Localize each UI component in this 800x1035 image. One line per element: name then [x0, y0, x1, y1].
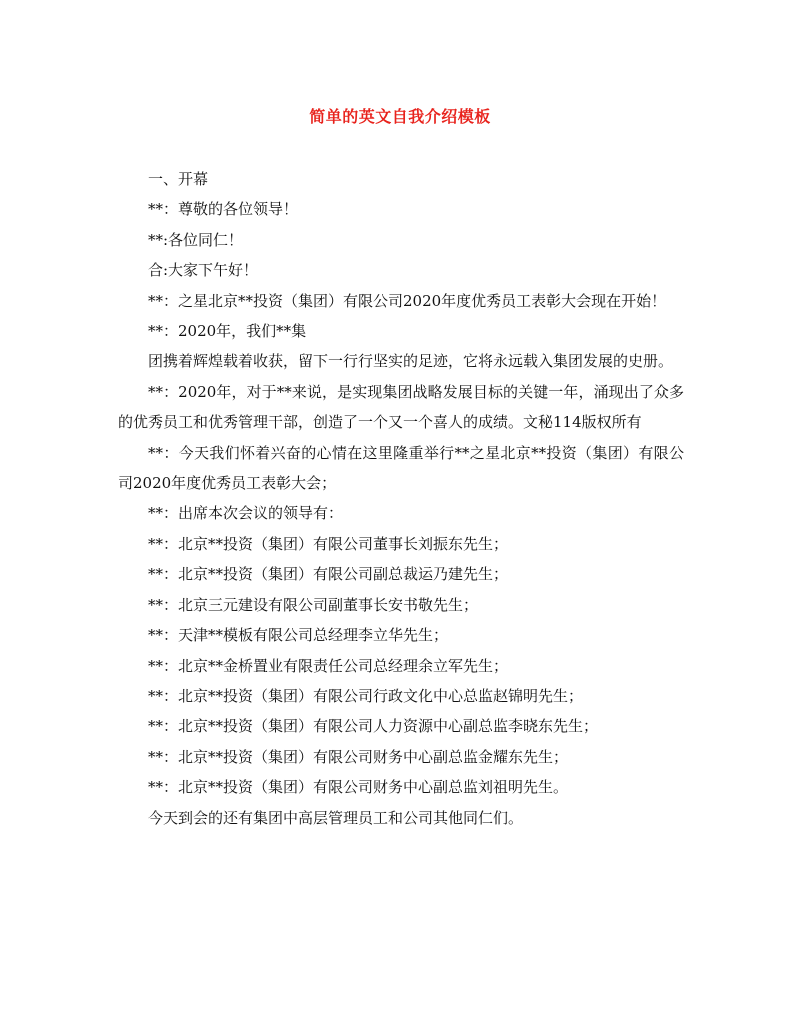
document-body: [118, 164, 684, 833]
paragraph: **：今天我们怀着兴奋的心情在这里隆重举行**之星北京**投资（集团）有限公司2020年度优秀员工表彰大会；: [118, 443, 684, 493]
paragraph: **：2020年，我们**集: [148, 322, 307, 341]
paragraph: **：北京**投资（集团）有限公司财务中心副总监金耀东先生；: [148, 747, 569, 766]
paragraph: 团携着辉煌载着收获，留下一行行坚实的足迹，它将永远载入集团发展的史册。: [148, 352, 674, 371]
paragraph: **：北京**投资（集团）有限公司副总裁运乃建先生；: [148, 565, 509, 584]
paragraph: **：北京**投资（集团）有限公司董事长刘振东先生；: [148, 534, 509, 553]
paragraph: **：北京**投资（集团）有限公司行政文化中心总监赵锦明先生；: [148, 686, 584, 705]
paragraph: 一、开幕: [148, 170, 209, 188]
paragraph: **：尊敬的各位领导！: [148, 200, 299, 219]
document-title: 简单的英文自我介绍模板: [309, 107, 491, 126]
paragraph: **：北京**金桥置业有限责任公司总经理余立军先生；: [148, 656, 509, 675]
paragraph: **：北京**投资（集团）有限公司人力资源中心副总监李晓东先生；: [148, 717, 599, 736]
paragraph: **：北京三元建设有限公司副董事长安书敬先生；: [148, 595, 479, 614]
paragraph: 今天到会的还有集团中高层管理员工和公司其他同仁们。: [148, 808, 524, 827]
paragraph: 合:大家下午好！: [148, 261, 259, 280]
paragraph: **：天津**模板有限公司总经理李立华先生；: [148, 626, 449, 645]
paragraph: **:各位同仁！: [148, 230, 244, 249]
paragraph: **：之星北京**投资（集团）有限公司2020年度优秀员工表彰大会现在开始！: [148, 291, 667, 310]
paragraph: **：2020年，对于**来说，是实现集团战略发展目标的关键一年，涌现出了众多的优秀员工和优秀管理干部，创造了一个又一个喜人的成绩。文秘114版权所有: [118, 382, 684, 432]
paragraph: **：出席本次会议的领导有：: [148, 504, 344, 523]
paragraph: **：北京**投资（集团）有限公司财务中心副总监刘祖明先生。: [148, 778, 569, 797]
